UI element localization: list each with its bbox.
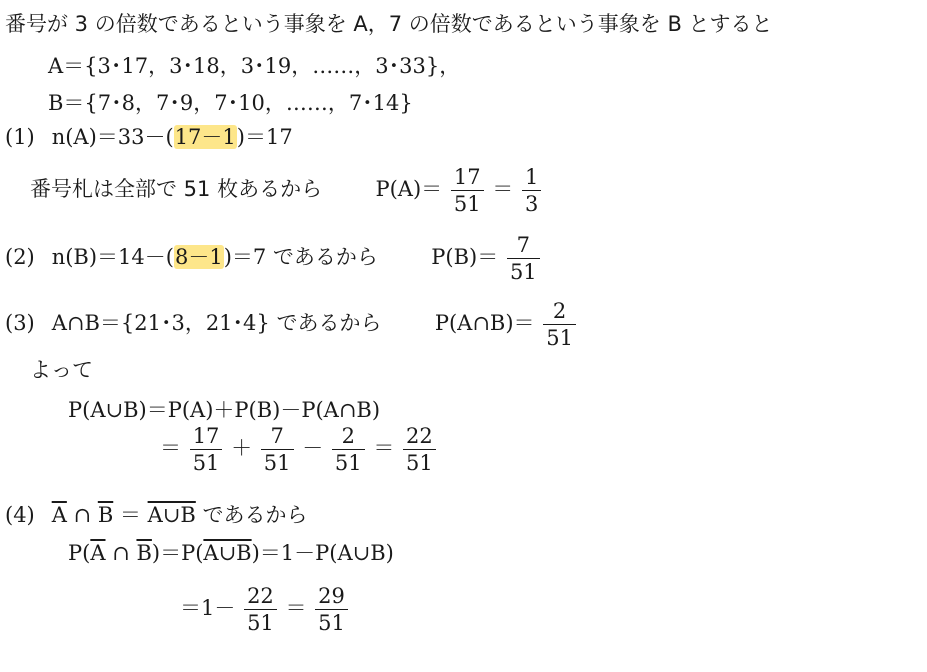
nA-suffix: )＝17	[236, 125, 293, 149]
fraction-29-51: $\frac{29}{51}$	[315, 585, 348, 634]
part-2-label: (2)	[5, 245, 35, 270]
nB-suffix: )＝7 であるから	[223, 245, 378, 270]
PAB-label: P(A∩B)＝	[434, 311, 535, 336]
part-1-prob-line: 番号札は全部で 51 枚あるから P(A)＝ $\frac{17}{51}$ ＝ $\frac{1}{3}$	[30, 166, 543, 215]
intro-text: 番号が 3 の倍数であるという事象を A，7 の倍数であるという事象を B とすると	[5, 12, 773, 36]
PA-label: P(A)＝	[375, 177, 443, 202]
fraction-17-51-b: $\frac{17}{51}$	[190, 425, 223, 474]
set-a: A＝{3･17，3･18，3･19，……，3･33}，	[48, 54, 461, 78]
nA-prefix: n(A)＝33－(	[51, 125, 174, 149]
part-4-calc: ＝1－ $\frac{22}{51}$ ＝ $\frac{29}{51}$	[180, 585, 350, 634]
fraction-7-51: $\frac{7}{51}$	[507, 234, 540, 283]
fraction-2-51-b: $\frac{2}{51}$	[332, 425, 365, 474]
fraction-22-51: $\frac{22}{51}$	[403, 425, 436, 474]
nB-highlight: 8－1	[174, 245, 223, 270]
union-complement: A∪B	[147, 503, 196, 527]
fraction-2-51: $\frac{2}{51}$	[543, 300, 576, 349]
part-1-label: (1)	[5, 125, 35, 149]
fraction-1-3: $\frac{1}{3}$	[522, 166, 541, 215]
fraction-17-51: $\frac{17}{51}$	[451, 166, 484, 215]
part-1-text: 番号札は全部で 51 枚あるから	[30, 177, 323, 202]
part-3-label: (3)	[5, 311, 35, 336]
part-1-line	[5, 127, 293, 148]
B-complement: $\overline{B}$	[97, 503, 114, 527]
part-4-line: (4) $\overline{A}$ ∩ $\overline{B}$ ＝ A∪B であるから	[5, 503, 308, 527]
set-b: B＝{7･8，7･9，7･10，……，7･14}	[48, 91, 413, 115]
union-formula: P(A∪B)＝P(A)＋P(B)－P(A∩B)	[68, 398, 381, 422]
union-calc: ＝ $\frac{17}{51}$ ＋ $\frac{7}{51}$ － $\frac{2}{51}$ ＝ $\frac{22}{51}$	[160, 425, 438, 474]
part-4-label: (4)	[5, 503, 35, 527]
nB-prefix: n(B)＝14－(	[51, 245, 174, 270]
fraction-7-51-b: $\frac{7}{51}$	[261, 425, 294, 474]
intersection-set: A∩B＝{21･3，21･4} であるから	[51, 311, 382, 336]
A-complement: $\overline{A}$	[51, 503, 67, 527]
PB-label: P(B)＝	[431, 245, 499, 270]
fraction-22-51-b: $\frac{22}{51}$	[244, 585, 277, 634]
part-3-line	[5, 300, 578, 349]
yotte-text: よって	[30, 358, 93, 382]
part-4-prob-line: $P(\overline{A}$ ∩ $\overline{B})=P(A\cup B)=1-P(A\cup B)$	[68, 541, 394, 565]
nA-highlight: 17－1	[174, 125, 236, 149]
part-2-line	[5, 234, 542, 283]
